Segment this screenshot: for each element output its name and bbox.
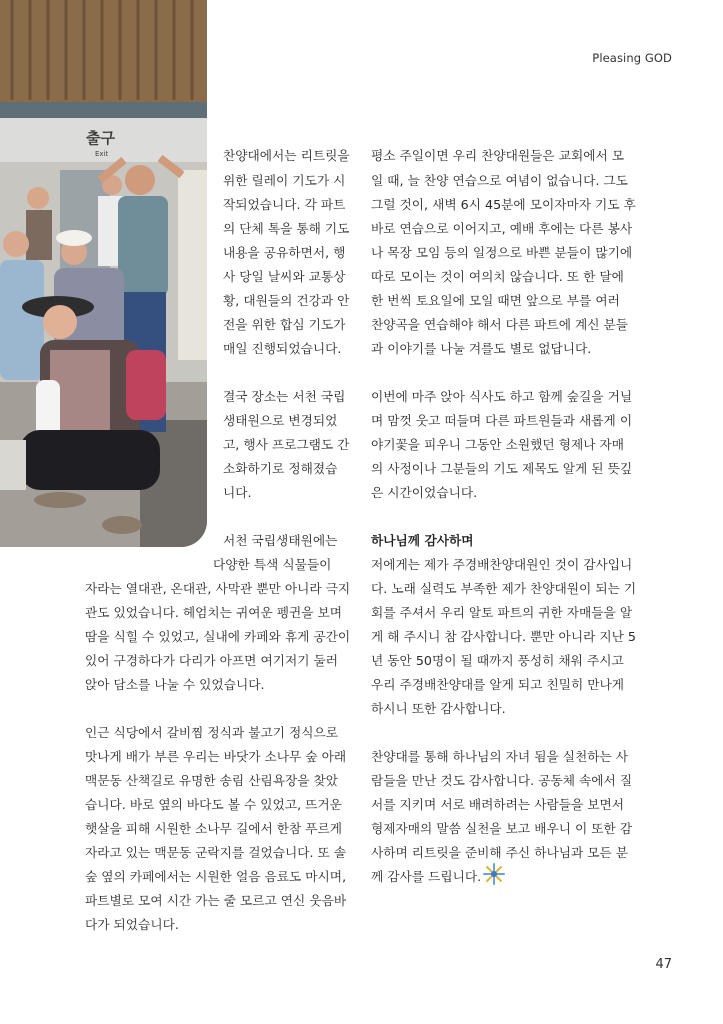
text-line: 생태원으로 변경되었 (223, 413, 338, 428)
text-line: 평소 주일이면 우리 찬양대원들은 교회에서 모 (371, 148, 625, 163)
text-line: 형제자매의 말씀 실천을 보고 배우니 이 또한 감 (371, 821, 633, 836)
text-line: 결국 장소는 서천 국립 (223, 389, 346, 404)
text-line: 앉아 담소를 나눌 수 있었습니다. (85, 677, 265, 692)
section-header: Pleasing GOD (592, 51, 672, 65)
text-line: 작되었습니다. 각 파트 (223, 197, 346, 212)
text-line: 있어 구경하다가 다리가 아프면 여기저기 둘러 (85, 653, 339, 668)
text-line: 내용을 공유하면서, 행 (223, 245, 346, 260)
text-line: 의 사정이나 그분들의 기도 제목도 알게 된 뜻깊 (371, 461, 633, 476)
text-line: 과 이야기를 나눌 겨를도 별로 없답니다. (371, 341, 592, 356)
text-line: 니다. (223, 485, 252, 500)
text-line: 찬양대를 통해 하나님의 자녀 됨을 실천하는 사 (371, 749, 629, 764)
text-line: 찬양대에서는 리트릿을 (223, 148, 350, 163)
text-line: 매일 진행되었습니다. (223, 341, 342, 356)
text-line: 고, 행사 프로그램도 간 (223, 437, 350, 452)
text-line: 맛나게 배가 부른 우리는 바닷가 소나무 숲 아래 (85, 749, 347, 764)
text-line: 사 당일 날씨와 교통상 (223, 269, 346, 284)
text-line: 관도 있었습니다. 헤엄치는 귀여운 펭귄을 보며 (85, 605, 343, 620)
text-line: 소화하기로 정해졌습 (223, 461, 338, 476)
text-line: 다가 되었습니다. (85, 917, 179, 932)
text-line: 회를 주셔서 우리 알토 파트의 귀한 자매들을 알 (371, 605, 633, 620)
text-line: 다. 노래 실력도 부족한 제가 찬양대원이 되는 기 (371, 581, 637, 596)
text-line: 하시니 또한 감사합니다. (371, 701, 506, 716)
text-line: 땀을 식힐 수 있었고, 실내에 카페와 휴게 공간이 (85, 629, 351, 644)
text-line: 일 때, 늘 찬양 연습으로 여념이 없습니다. 그도 (371, 173, 628, 188)
text-line: 위한 릴레이 기도가 시 (223, 173, 346, 188)
text-line: 자라는 열대관, 온대관, 사막관 뿐만 아니라 극지 (85, 581, 351, 596)
exit-sign-english: Exit (95, 150, 109, 158)
text-line: 람들을 만난 것도 감사합니다. 공동체 속에서 질 (371, 773, 633, 788)
text-line: 저에게는 제가 주경배찬양대원인 것이 감사입니 (371, 557, 633, 572)
text-line: 자라고 있는 맥문동 군락지를 걸었습니다. 또 솔 (85, 845, 347, 860)
text-line: 다양한 특색 식물들이 (213, 557, 332, 572)
text-line: 나 목장 모임 등의 일정으로 바쁜 분들이 많기에 (371, 245, 633, 260)
text-line: 이번에 마주 앉아 식사도 하고 함께 숲길을 거닐 (371, 389, 633, 404)
text-line: 서천 국립생태원에는 (223, 533, 338, 548)
exit-sign-korean: 출구 (86, 129, 115, 147)
text-line: 사하며 리트릿을 준비해 주신 하나님과 모든 분 (371, 845, 629, 860)
text-line: 서를 지키며 서로 배려하려는 사람들을 보면서 (371, 797, 625, 812)
text-line: 맥문동 산책길로 유명한 송림 산림욕장을 찾았 (85, 773, 339, 788)
text-line: 의 단체 톡을 통해 기도 (223, 221, 350, 236)
text-line: 한 번씩 토요일에 모일 때면 앞으로 부를 여러 (371, 293, 620, 308)
page-number: 47 (655, 957, 672, 972)
text-line: 파트별로 모여 시간 가는 줄 모르고 연신 웃음바 (85, 893, 347, 908)
text-line: 따로 모이는 것이 여의치 않습니다. 또 한 달에 (371, 269, 624, 284)
text-line: 그럴 것이, 새벽 6시 45분에 모이자마자 기도 후 (371, 197, 636, 212)
text-line: 습니다. 바로 옆의 바다도 볼 수 있었고, 뜨거운 (85, 797, 342, 812)
group-photo (0, 0, 207, 547)
text-line: 인근 식당에서 갈비찜 정식과 불고기 정식으로 (85, 725, 339, 740)
text-line: 년 동안 50명이 될 때까지 풍성히 채워 주시고 (371, 653, 624, 668)
text-line: 야기꽃을 피우니 그동안 소원했던 형제나 자매 (371, 437, 625, 452)
text-line: 햇살을 피해 시원한 소나무 길에서 한참 푸르게 (85, 821, 343, 836)
text-line: 황, 대원들의 건강과 안 (223, 293, 350, 308)
text-line: 게 해 주시니 참 감사합니다. 뿐만 아니라 지난 5 (371, 629, 636, 644)
text-line: 며 맘껏 웃고 떠들며 다른 파트원들과 새롭게 이 (371, 413, 633, 428)
text-line: 바로 연습으로 이어지고, 예배 후에는 다른 봉사 (371, 221, 633, 236)
text-line: 전을 위한 합심 기도가 (223, 317, 346, 332)
text-line: 찬양곡을 연습해야 해서 다른 파트에 계신 분들 (371, 317, 629, 332)
text-line: 숲 옆의 카페에서는 시원한 얼음 음료도 마시며, (85, 869, 347, 884)
section-heading: 하나님께 감사하며 (371, 533, 474, 548)
text-line: 께 감사를 드립니다. (371, 869, 482, 884)
flower-end-mark-icon (483, 863, 505, 889)
text-line: 은 시간이었습니다. (371, 485, 478, 500)
text-line: 우리 주경배찬양대를 알게 되고 친밀히 만나게 (371, 677, 625, 692)
